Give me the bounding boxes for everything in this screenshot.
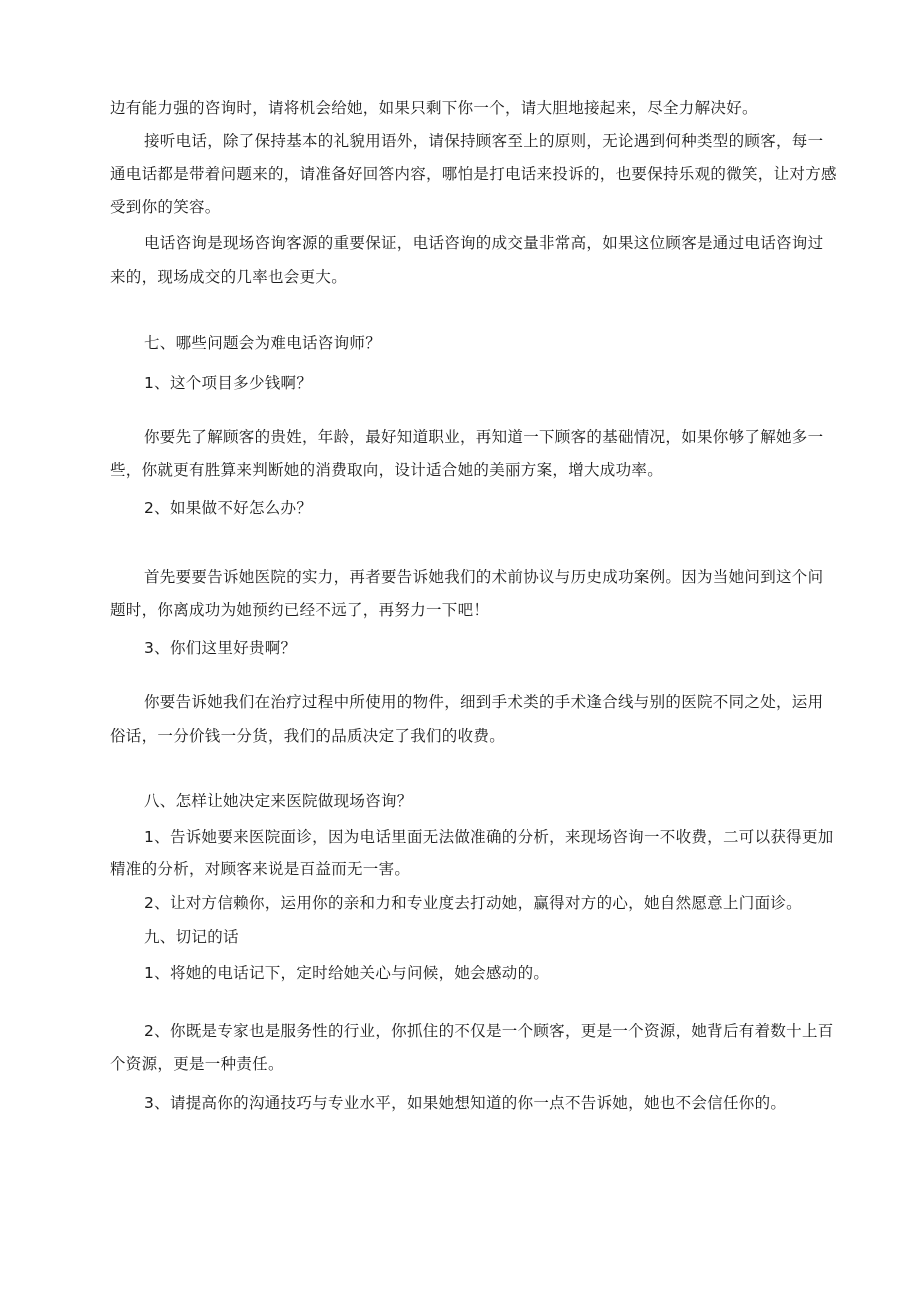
text-line: 俗话，一分价钱一分货，我们的品质决定了我们的收费。 xyxy=(110,727,506,745)
text-line: 你要先了解顾客的贵姓，年龄，最好知道职业，再知道一下顾客的基础情况，如果你够了解她多一 xyxy=(144,428,824,446)
text-line: 首先要要告诉她医院的实力，再者要告诉她我们的术前协议与历史成功案例。因为当她问到这个问 xyxy=(144,568,824,586)
text-line: 些，你就更有胜算来判断她的消费取向，设计适合她的美丽方案，增大成功率。 xyxy=(110,461,664,479)
text-line: 来的，现场成交的几率也会更大。 xyxy=(110,268,348,286)
question-item: 1、这个项目多少钱啊？ xyxy=(144,374,313,392)
text-line: 接听电话，除了保持基本的礼貌用语外，请保持顾客至上的原则，无论遇到何种类型的顾客，每一 xyxy=(144,132,824,150)
text-line: 精准的分析，对顾客来说是百益而无一害。 xyxy=(110,860,411,878)
text-line: 受到你的笑容。 xyxy=(110,198,221,216)
question-item: 3、你们这里好贵啊？ xyxy=(144,639,297,657)
text-line: 个资源，更是一种责任。 xyxy=(110,1055,284,1073)
section-heading: 九、切记的话 xyxy=(144,928,239,946)
question-item: 2、如果做不好怎么办？ xyxy=(144,499,313,517)
text-line: 2、你既是专家也是服务性的行业，你抓住的不仅是一个顾客，更是一个资源，她背后有着数十上百 xyxy=(144,1022,834,1040)
text-line: 3、请提高你的沟通技巧与专业水平，如果她想知道的你一点不告诉她，她也不会信任你的。 xyxy=(144,1094,787,1112)
text-line: 边有能力强的咨询时，请将机会给她，如果只剩下你一个，请大胆地接起来，尽全力解决好。 xyxy=(110,99,758,117)
text-line: 通电话都是带着问题来的，请准备好回答内容，哪怕是打电话来投诉的，也要保持乐观的微笑，让对方感 xyxy=(110,165,837,183)
text-line: 1、告诉她要来医院面诊，因为电话里面无法做准确的分析，来现场咨询一不收费，二可以获得更加 xyxy=(144,828,834,846)
text-line: 1、将她的电话记下，定时给她关心与问候，她会感动的。 xyxy=(144,964,550,982)
text-line: 题时，你离成功为她预约已经不远了，再努力一下吧！ xyxy=(110,601,490,619)
text-line: 你要告诉她我们在治疗过程中所使用的物件，细到手术类的手术逢合线与别的医院不同之处，运用 xyxy=(144,693,824,711)
section-heading: 七、哪些问题会为难电话咨询师？ xyxy=(144,334,382,352)
text-line: 2、让对方信赖你，运用你的亲和力和专业度去打动她，赢得对方的心，她自然愿意上门面诊。 xyxy=(144,894,802,912)
section-heading: 八、怎样让她决定来医院做现场咨询？ xyxy=(144,792,413,810)
text-line: 电话咨询是现场咨询客源的重要保证，电话咨询的成交量非常高，如果这位顾客是通过电话咨询过 xyxy=(144,234,824,252)
